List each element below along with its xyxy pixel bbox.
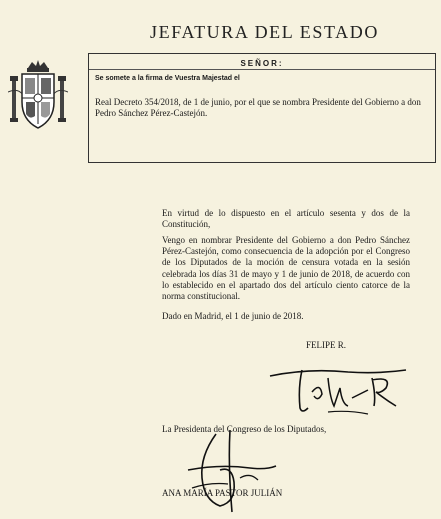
decree-title: Real Decreto 354/2018, de 1 de junio, por el que se nombra Presidente del Gobierno a don Pedro Sánchez Pérez-Castejón. [95, 97, 421, 118]
king-signatory: FELIPE R. [306, 340, 347, 350]
king-signature-icon [268, 348, 408, 418]
addressee-box [88, 53, 436, 163]
coat-of-arms-icon [8, 58, 68, 138]
countersign-label: La Presidenta del Congreso de los Diputados, [162, 424, 327, 434]
countersign-name: ANA MARÍA PASTOR JULIÁN [162, 488, 283, 498]
date-line: Dado en Madrid, el 1 de junio de 2018. [162, 311, 304, 321]
body-paragraph-2: Vengo en nombrar Presidente del Gobierno a don Pedro Sánchez Pérez-Castejón, como consecuencia de la adopción por el Congreso de los Diputados de la moción de censura votada en la sesión celebrada los días 31 de mayo y 1 de junio de 2018, de acuerdo con lo establecido en el apartado dos del artículo ciento catorce de la norma constitucional. [162, 235, 410, 302]
header-title: JEFATURA DEL ESTADO [150, 22, 379, 42]
body-paragraph-1: En virtud de lo dispuesto en el artículo sesenta y dos de la Constitución, [162, 208, 410, 230]
box-divider [89, 69, 435, 70]
addressee-heading: SEÑOR: [240, 59, 284, 68]
countersign-signature-icon [180, 426, 280, 516]
submission-intro: Se somete a la firma de Vuestra Majestad el [95, 75, 240, 82]
